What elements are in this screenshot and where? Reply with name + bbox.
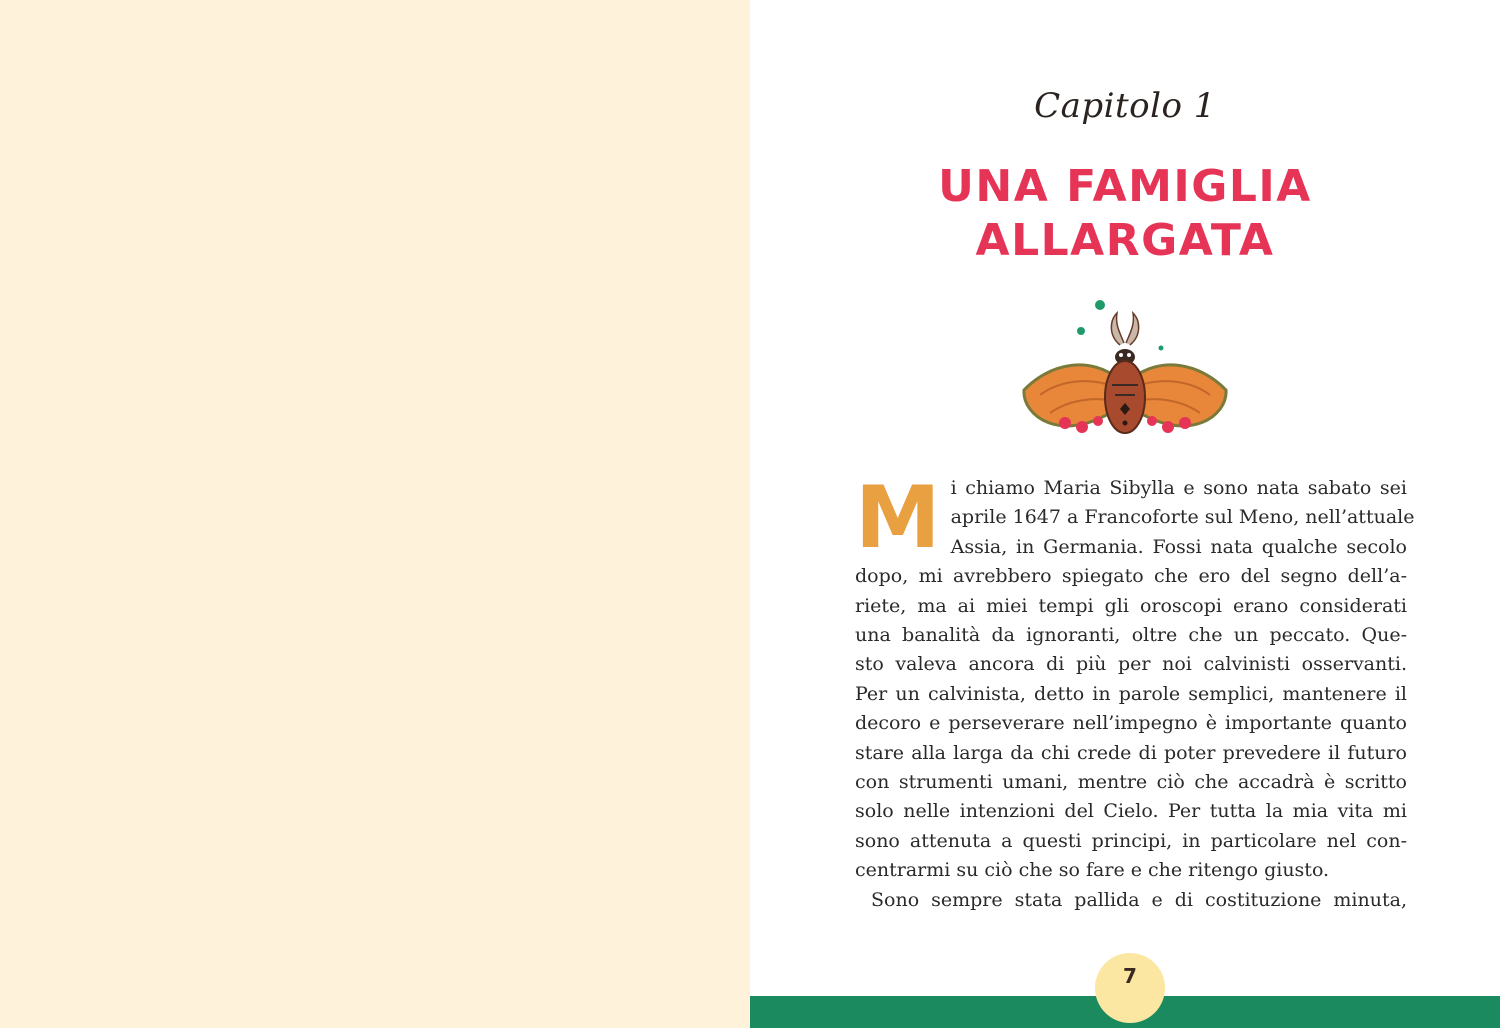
text-line: dopo, mi avrebbero spiegato che ero del segno dell’a- [855, 565, 1407, 588]
chapter-label: Capitolo 1 [1034, 86, 1216, 126]
text-line: sono attenuta a questi principi, in particolare nel con- [855, 829, 1407, 852]
right-page [750, 0, 1500, 1028]
body-text [855, 468, 1415, 915]
text-line: i chiamo Maria Sibylla e sono nata sabato sei [950, 477, 1407, 499]
chapter-title [750, 160, 1500, 268]
text-line: una banalità da ignoranti, oltre che un peccato. Que- [855, 624, 1407, 647]
paragraph-2 [855, 886, 1407, 915]
drop-cap: M [855, 468, 941, 568]
text-line: stare alla larga da chi crede di poter prevedere il futuro [855, 741, 1407, 764]
text-line: solo nelle intenzioni del Cielo. Per tutta la mia vita mi [855, 800, 1407, 823]
moth-icon [1020, 295, 1230, 455]
text-line: centrarmi su ciò che so fare e che ritengo giusto. [855, 859, 1330, 882]
text-line: aprile 1647 a Francoforte sul Meno, nell’attuale [950, 506, 1415, 529]
text-line: riete, ma ai miei tempi gli oroscopi erano considerati [855, 594, 1407, 617]
chapter-title-line-1: UNA FAMIGLIA [938, 161, 1312, 212]
text-line: con strumenti umani, mentre ciò che accadrà è scritto [855, 771, 1407, 794]
paragraph-1 [855, 468, 1415, 886]
page-number: 7 [1123, 964, 1137, 988]
text-line: Per un calvinista, detto in parole semplici, mantenere il [855, 682, 1407, 705]
text-line: decoro e perseverare nell’impegno è importante quanto [855, 712, 1407, 735]
chapter-title-line-2: ALLARGATA [975, 215, 1275, 266]
text-line: Sono sempre stata pallida e di costituzione minuta, [871, 888, 1407, 911]
text-line: Assia, in Germania. Fossi nata qualche secolo [950, 535, 1407, 558]
text-line: sto valeva ancora di più per noi calvinisti osservanti. [855, 653, 1407, 676]
